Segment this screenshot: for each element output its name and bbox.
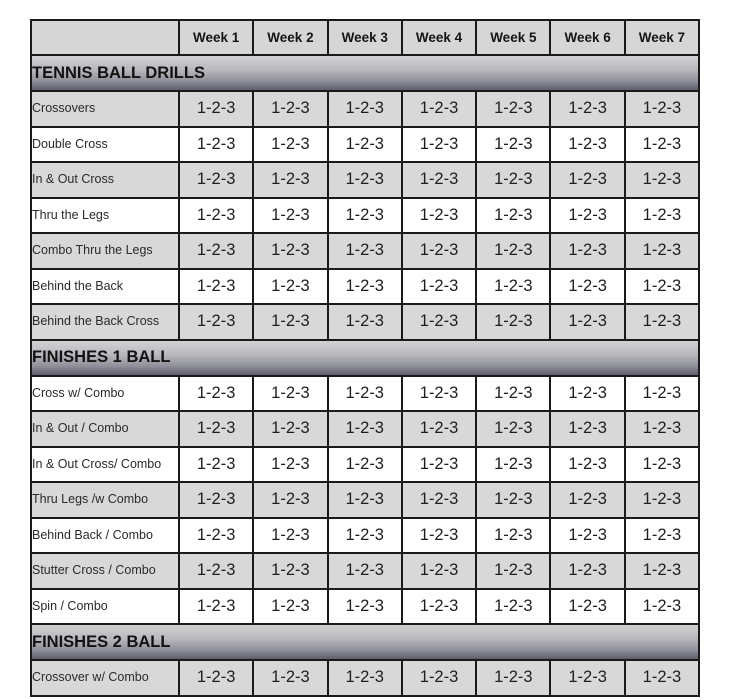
drill-row <box>31 447 699 483</box>
set-count-cell: 1-2-3 <box>402 553 476 589</box>
drill-row <box>31 376 699 412</box>
set-count-cell: 1-2-3 <box>179 304 253 340</box>
set-count-cell: 1-2-3 <box>402 269 476 305</box>
set-count-cell: 1-2-3 <box>625 198 699 234</box>
set-count-cell: 1-2-3 <box>253 411 327 447</box>
header-row <box>31 20 699 55</box>
drill-name: In & Out / Combo <box>31 411 179 447</box>
set-count-cell: 1-2-3 <box>550 233 624 269</box>
drill-row <box>31 91 699 127</box>
set-count-cell: 1-2-3 <box>476 304 550 340</box>
drill-name: Stutter Cross / Combo <box>31 553 179 589</box>
week-header: Week 2 <box>253 20 327 55</box>
drill-name: In & Out Cross <box>31 162 179 198</box>
section-title: FINISHES 2 BALL <box>31 624 699 660</box>
drill-row <box>31 198 699 234</box>
drill-row <box>31 518 699 554</box>
set-count-cell: 1-2-3 <box>253 589 327 625</box>
drill-name: Combo Thru the Legs <box>31 233 179 269</box>
drill-row <box>31 553 699 589</box>
section-title: TENNIS BALL DRILLS <box>31 55 699 91</box>
set-count-cell: 1-2-3 <box>328 162 402 198</box>
drill-row <box>31 304 699 340</box>
set-count-cell: 1-2-3 <box>550 518 624 554</box>
set-count-cell: 1-2-3 <box>328 198 402 234</box>
set-count-cell: 1-2-3 <box>402 447 476 483</box>
set-count-cell: 1-2-3 <box>328 233 402 269</box>
set-count-cell: 1-2-3 <box>476 162 550 198</box>
set-count-cell: 1-2-3 <box>625 162 699 198</box>
set-count-cell: 1-2-3 <box>253 127 327 163</box>
set-count-cell: 1-2-3 <box>179 269 253 305</box>
set-count-cell: 1-2-3 <box>179 482 253 518</box>
set-count-cell: 1-2-3 <box>179 553 253 589</box>
set-count-cell: 1-2-3 <box>625 411 699 447</box>
set-count-cell: 1-2-3 <box>476 269 550 305</box>
drill-name: Behind the Back Cross <box>31 304 179 340</box>
set-count-cell: 1-2-3 <box>179 660 253 696</box>
set-count-cell: 1-2-3 <box>476 482 550 518</box>
set-count-cell: 1-2-3 <box>253 91 327 127</box>
set-count-cell: 1-2-3 <box>476 447 550 483</box>
drill-name: Thru Legs /w Combo <box>31 482 179 518</box>
set-count-cell: 1-2-3 <box>253 447 327 483</box>
set-count-cell: 1-2-3 <box>402 91 476 127</box>
week-header: Week 1 <box>179 20 253 55</box>
section-header-row <box>31 55 699 91</box>
set-count-cell: 1-2-3 <box>328 411 402 447</box>
set-count-cell: 1-2-3 <box>476 198 550 234</box>
set-count-cell: 1-2-3 <box>402 304 476 340</box>
drill-name: Double Cross <box>31 127 179 163</box>
set-count-cell: 1-2-3 <box>253 660 327 696</box>
set-count-cell: 1-2-3 <box>550 411 624 447</box>
set-count-cell: 1-2-3 <box>253 233 327 269</box>
set-count-cell: 1-2-3 <box>328 660 402 696</box>
week-header: Week 5 <box>476 20 550 55</box>
set-count-cell: 1-2-3 <box>253 198 327 234</box>
drill-row <box>31 233 699 269</box>
set-count-cell: 1-2-3 <box>253 269 327 305</box>
week-header: Week 7 <box>625 20 699 55</box>
set-count-cell: 1-2-3 <box>476 589 550 625</box>
set-count-cell: 1-2-3 <box>625 518 699 554</box>
set-count-cell: 1-2-3 <box>179 162 253 198</box>
set-count-cell: 1-2-3 <box>179 518 253 554</box>
set-count-cell: 1-2-3 <box>625 447 699 483</box>
set-count-cell: 1-2-3 <box>550 660 624 696</box>
set-count-cell: 1-2-3 <box>253 518 327 554</box>
set-count-cell: 1-2-3 <box>550 376 624 412</box>
set-count-cell: 1-2-3 <box>328 269 402 305</box>
set-count-cell: 1-2-3 <box>328 589 402 625</box>
set-count-cell: 1-2-3 <box>402 589 476 625</box>
set-count-cell: 1-2-3 <box>550 589 624 625</box>
set-count-cell: 1-2-3 <box>476 91 550 127</box>
set-count-cell: 1-2-3 <box>476 411 550 447</box>
set-count-cell: 1-2-3 <box>328 376 402 412</box>
drill-name: Spin / Combo <box>31 589 179 625</box>
corner-cell <box>31 20 179 55</box>
set-count-cell: 1-2-3 <box>625 482 699 518</box>
set-count-cell: 1-2-3 <box>476 660 550 696</box>
set-count-cell: 1-2-3 <box>402 376 476 412</box>
section-header-row <box>31 624 699 660</box>
drill-tracking-table <box>30 19 700 697</box>
drill-name: Thru the Legs <box>31 198 179 234</box>
set-count-cell: 1-2-3 <box>550 162 624 198</box>
set-count-cell: 1-2-3 <box>402 482 476 518</box>
table-body <box>31 55 699 696</box>
set-count-cell: 1-2-3 <box>402 162 476 198</box>
set-count-cell: 1-2-3 <box>476 376 550 412</box>
set-count-cell: 1-2-3 <box>328 127 402 163</box>
set-count-cell: 1-2-3 <box>402 198 476 234</box>
set-count-cell: 1-2-3 <box>625 304 699 340</box>
set-count-cell: 1-2-3 <box>550 198 624 234</box>
set-count-cell: 1-2-3 <box>550 91 624 127</box>
set-count-cell: 1-2-3 <box>625 553 699 589</box>
set-count-cell: 1-2-3 <box>550 269 624 305</box>
set-count-cell: 1-2-3 <box>625 376 699 412</box>
week-header: Week 6 <box>550 20 624 55</box>
set-count-cell: 1-2-3 <box>476 127 550 163</box>
set-count-cell: 1-2-3 <box>328 518 402 554</box>
drill-row <box>31 660 699 696</box>
set-count-cell: 1-2-3 <box>179 233 253 269</box>
set-count-cell: 1-2-3 <box>328 447 402 483</box>
set-count-cell: 1-2-3 <box>625 660 699 696</box>
drill-name: Cross w/ Combo <box>31 376 179 412</box>
week-header: Week 3 <box>328 20 402 55</box>
set-count-cell: 1-2-3 <box>625 269 699 305</box>
set-count-cell: 1-2-3 <box>625 127 699 163</box>
set-count-cell: 1-2-3 <box>179 447 253 483</box>
drill-row <box>31 269 699 305</box>
set-count-cell: 1-2-3 <box>328 91 402 127</box>
set-count-cell: 1-2-3 <box>402 127 476 163</box>
set-count-cell: 1-2-3 <box>550 482 624 518</box>
set-count-cell: 1-2-3 <box>550 447 624 483</box>
set-count-cell: 1-2-3 <box>253 376 327 412</box>
drill-name: In & Out Cross/ Combo <box>31 447 179 483</box>
set-count-cell: 1-2-3 <box>328 553 402 589</box>
set-count-cell: 1-2-3 <box>550 127 624 163</box>
drill-name: Crossovers <box>31 91 179 127</box>
set-count-cell: 1-2-3 <box>625 589 699 625</box>
set-count-cell: 1-2-3 <box>179 376 253 412</box>
set-count-cell: 1-2-3 <box>402 660 476 696</box>
set-count-cell: 1-2-3 <box>179 589 253 625</box>
drill-row <box>31 162 699 198</box>
set-count-cell: 1-2-3 <box>625 91 699 127</box>
drill-row <box>31 127 699 163</box>
set-count-cell: 1-2-3 <box>179 127 253 163</box>
set-count-cell: 1-2-3 <box>625 233 699 269</box>
set-count-cell: 1-2-3 <box>179 198 253 234</box>
set-count-cell: 1-2-3 <box>402 233 476 269</box>
set-count-cell: 1-2-3 <box>328 304 402 340</box>
set-count-cell: 1-2-3 <box>476 553 550 589</box>
section-title: FINISHES 1 BALL <box>31 340 699 376</box>
set-count-cell: 1-2-3 <box>550 553 624 589</box>
drill-row <box>31 411 699 447</box>
set-count-cell: 1-2-3 <box>179 91 253 127</box>
drill-row <box>31 589 699 625</box>
set-count-cell: 1-2-3 <box>253 304 327 340</box>
drill-row <box>31 482 699 518</box>
week-header: Week 4 <box>402 20 476 55</box>
set-count-cell: 1-2-3 <box>476 518 550 554</box>
set-count-cell: 1-2-3 <box>253 553 327 589</box>
set-count-cell: 1-2-3 <box>253 162 327 198</box>
drill-name: Behind Back / Combo <box>31 518 179 554</box>
drill-name: Behind the Back <box>31 269 179 305</box>
set-count-cell: 1-2-3 <box>179 411 253 447</box>
set-count-cell: 1-2-3 <box>402 411 476 447</box>
set-count-cell: 1-2-3 <box>328 482 402 518</box>
set-count-cell: 1-2-3 <box>402 518 476 554</box>
drill-name: Crossover w/ Combo <box>31 660 179 696</box>
set-count-cell: 1-2-3 <box>253 482 327 518</box>
set-count-cell: 1-2-3 <box>476 233 550 269</box>
section-header-row <box>31 340 699 376</box>
set-count-cell: 1-2-3 <box>550 304 624 340</box>
